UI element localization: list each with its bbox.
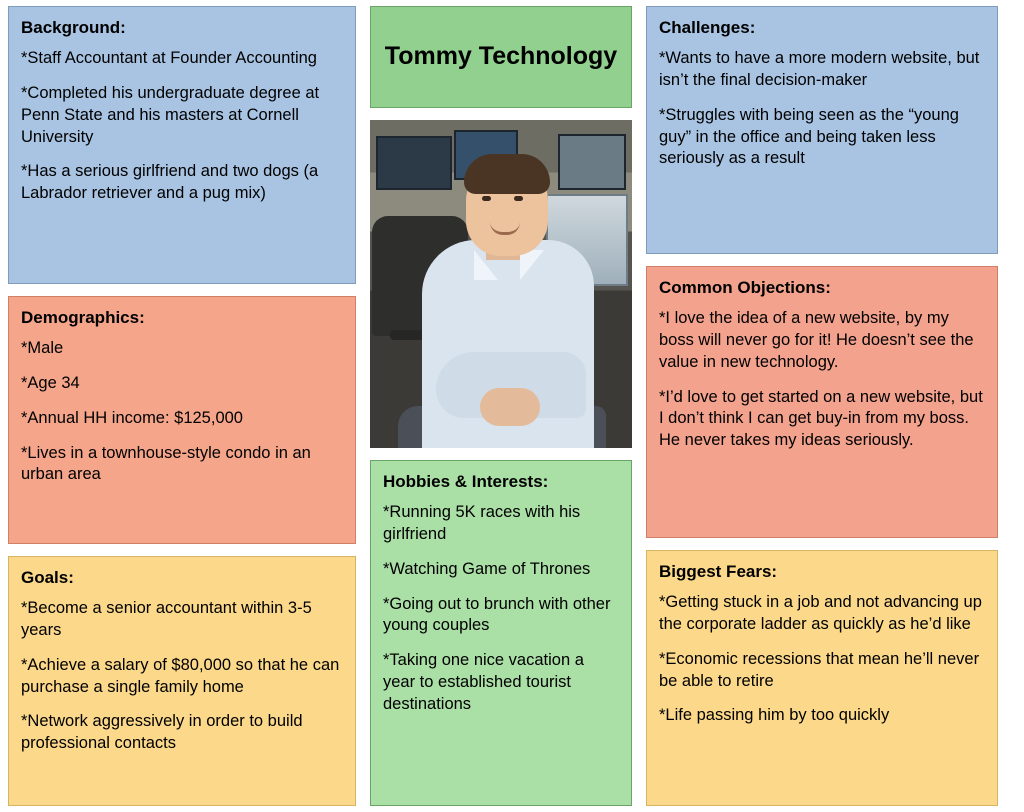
hobbies-item: *Running 5K races with his girlfriend [383,503,581,544]
middle-column [370,6,632,806]
objections-card [646,266,998,538]
hobbies-card [370,460,632,806]
demographics-item: *Age 34 [21,374,80,393]
goals-item: *Network aggressively in order to build professional contacts [21,712,303,753]
demographics-item: *Male [21,339,64,358]
persona-photo [370,120,632,448]
demographics-item: *Lives in a townhouse-style condo in an urban area [21,443,311,484]
background-item: *Has a serious girlfriend and two dogs (a Labrador retriever and a pug mix) [21,162,319,203]
background-item: *Completed his undergraduate degree at Penn State and his masters at Cornell University [21,84,320,146]
fears-title: Biggest Fears: [659,562,778,581]
goals-item: *Become a senior accountant within 3-5 years [21,599,312,640]
goals-title: Goals: [21,568,74,587]
objections-title: Common Objections: [659,278,831,297]
challenges-card [646,6,998,254]
objections-item: *I’d love to get started on a new website, but I don’t think I can get buy-in from my boss. He never takes my ideas seriously. [659,387,983,450]
hobbies-item: *Going out to brunch with other young couples [383,594,611,635]
person-hands [480,388,540,426]
goals-item: *Achieve a salary of $80,000 so that he can purchase a single family home [21,655,340,696]
monitor-icon [376,136,452,190]
challenges-title: Challenges: [659,18,756,37]
fears-item: *Life passing him by too quickly [659,706,890,725]
person-hair [464,154,550,194]
goals-card [8,556,356,806]
hobbies-item: *Taking one nice vacation a year to established tourist destinations [383,651,584,713]
hobbies-title: Hobbies & Interests: [383,472,549,491]
person-eye-left [482,196,491,201]
background-title: Background: [21,18,126,37]
challenges-item: *Struggles with being seen as the “young guy” in the office and being taken less seriously as a result [659,105,959,168]
office-background-illustration [370,120,632,448]
monitor-icon [558,134,626,190]
challenges-item: *Wants to have a more modern website, but isn’t the final decision-maker [659,49,980,90]
person-eye-right [514,196,523,201]
left-column [8,6,356,806]
objections-item: *I love the idea of a new website, by my boss will never go for it! He doesn’t see the value in new technology. [659,309,974,371]
fears-item: *Economic recessions that mean he’ll never be able to retire [659,649,980,690]
demographics-title: Demographics: [21,308,145,327]
hobbies-item: *Watching Game of Thrones [383,559,591,578]
demographics-item: *Annual HH income: $125,000 [21,408,243,427]
background-card [8,6,356,284]
fears-card [646,550,998,806]
persona-name: Tommy Technology [384,42,618,70]
shirt-collar-right [520,250,544,280]
demographics-card [8,296,356,544]
persona-name-card [370,6,632,108]
right-column [646,6,998,806]
fears-item: *Getting stuck in a job and not advancing up the corporate ladder as quickly as he’d like [659,593,982,634]
background-item: *Staff Accountant at Founder Accounting [21,49,317,68]
